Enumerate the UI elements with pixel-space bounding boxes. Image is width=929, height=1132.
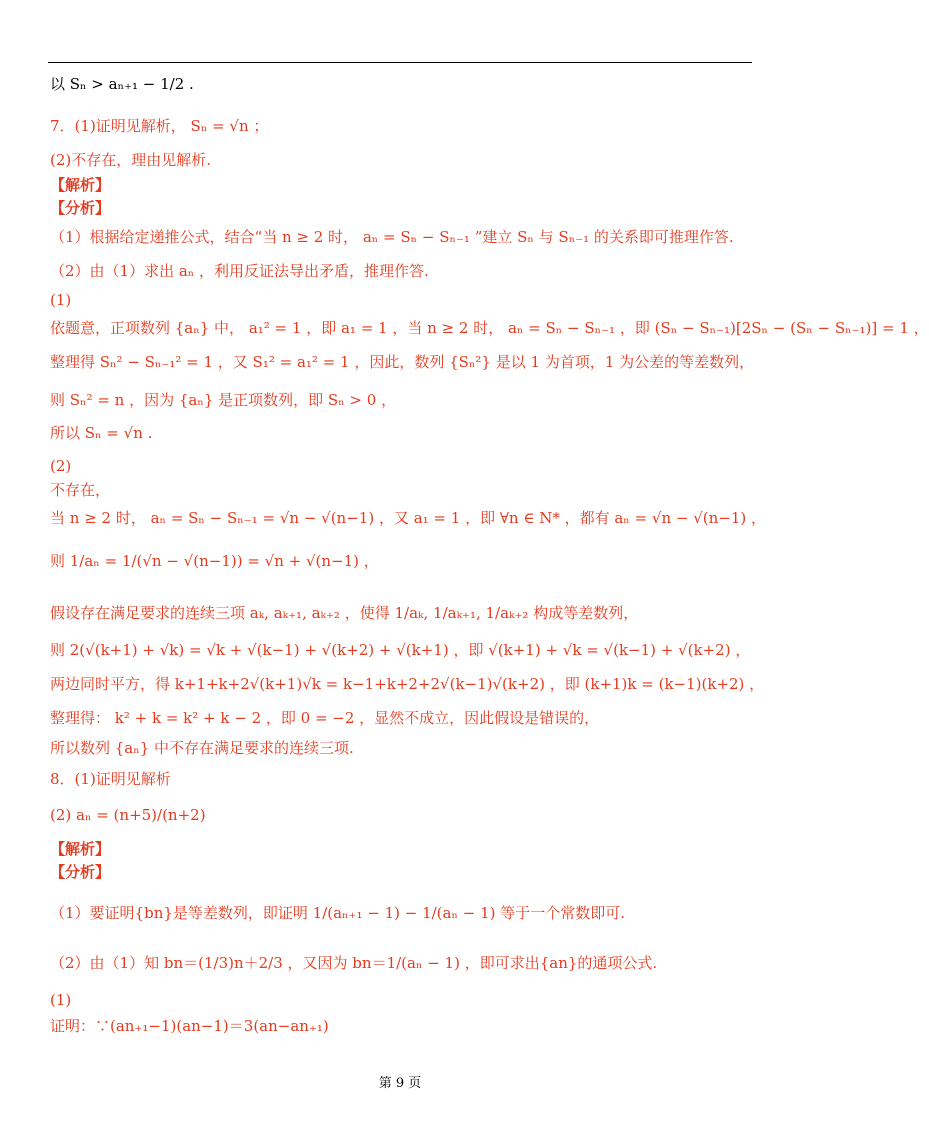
page-number: 第 9 页 [378, 1076, 422, 1091]
text-line: 证明：∵(an₊₁−1)(an−1)＝3(an−an₊₁) [50, 1017, 329, 1035]
text-line: 当 n ≥ 2 时， aₙ = Sₙ − Sₙ₋₁ = √n − √(n−1) ，又 a₁ = 1 ，即 ∀n ∈ N* ，都有 aₙ = √n − √(n−1) ， [50, 509, 767, 527]
text-line: 7．(1)证明见解析， Sₙ = √n ； [50, 117, 269, 135]
text-line: (2) [50, 457, 72, 475]
text-line: (2)不存在，理由见解析. [50, 151, 212, 169]
text-line: （1）根据给定递推公式，结合“当 n ≥ 2 时， aₙ = Sₙ − Sₙ₋₁ ”建立 Sₙ 与 Sₙ₋₁ 的关系即可推理作答. [50, 228, 734, 246]
text-line: 8．(1)证明见解析 [50, 770, 171, 788]
text-line: 依题意，正项数列 {aₙ} 中， a₁² = 1 ，即 a₁ = 1 ，当 n ≥ 2 时， aₙ = Sₙ − Sₙ₋₁ ，即 (Sₙ − Sₙ₋₁)[2Sₙ − (Sₙ − Sₙ₋₁)] = 1 ， [50, 319, 929, 337]
section-heading: 【分析】 [50, 199, 111, 217]
text-line: 假设存在满足要求的连续三项 aₖ, aₖ₊₁, aₖ₊₂ ，使得 1/aₖ, 1/aₖ₊₁, 1/aₖ₊₂ 构成等差数列， [50, 604, 639, 622]
text-line: (2) aₙ = (n+5)/(n+2) [50, 806, 206, 824]
text-line: 则 2(√(k+1) + √k) = √k + √(k−1) + √(k+2) + √(k+1) ，即 √(k+1) + √k = √(k−1) + √(k+2) ， [50, 641, 751, 659]
text-line: 两边同时平方，得 k+1+k+2√(k+1)√k = k−1+k+2+2√(k−1)√(k+2) ，即 (k+1)k = (k−1)(k+2) ， [50, 675, 765, 693]
text-line: (1) [50, 291, 72, 309]
section-heading: 【分析】 [50, 863, 111, 881]
section-heading: 【解析】 [50, 840, 111, 858]
text-line: （1）要证明{bn}是等差数列，即证明 1/(aₙ₊₁ − 1) − 1/(aₙ − 1) 等于一个常数即可. [50, 904, 625, 922]
section-heading: 【解析】 [50, 176, 111, 194]
text-line: 则 Sₙ² = n ，因为 {aₙ} 是正项数列，即 Sₙ > 0 ， [50, 391, 397, 409]
text-line: 所以 Sₙ = √n . [50, 424, 153, 442]
text-line: （2）由（1）求出 aₙ ，利用反证法导出矛盾，推理作答. [50, 262, 429, 280]
text-line: （2）由（1）知 bn＝(1/3)n＋2/3 ，又因为 bn＝1/(aₙ − 1) ，即可求出{an}的通项公式. [50, 954, 658, 972]
text-line: 以 Sₙ > aₙ₊₁ − 1/2 . [50, 75, 194, 93]
text-line: (1) [50, 991, 72, 1009]
text-line: 则 1/aₙ = 1/(√n − √(n−1)) = √n + √(n−1) ， [50, 552, 379, 570]
text-line: 整理得 Sₙ² − Sₙ₋₁² = 1 ，又 S₁² = a₁² = 1 ，因此，数列 {Sₙ²} 是以 1 为首项，1 为公差的等差数列， [50, 353, 755, 371]
text-line: 所以数列 {aₙ} 中不存在满足要求的连续三项. [50, 739, 354, 757]
text-line: 不存在， [50, 481, 111, 499]
header-rule [48, 62, 752, 63]
text-line: 整理得： k² + k = k² + k − 2 ，即 0 = −2 ，显然不成立，因此假设是错误的， [50, 709, 600, 727]
